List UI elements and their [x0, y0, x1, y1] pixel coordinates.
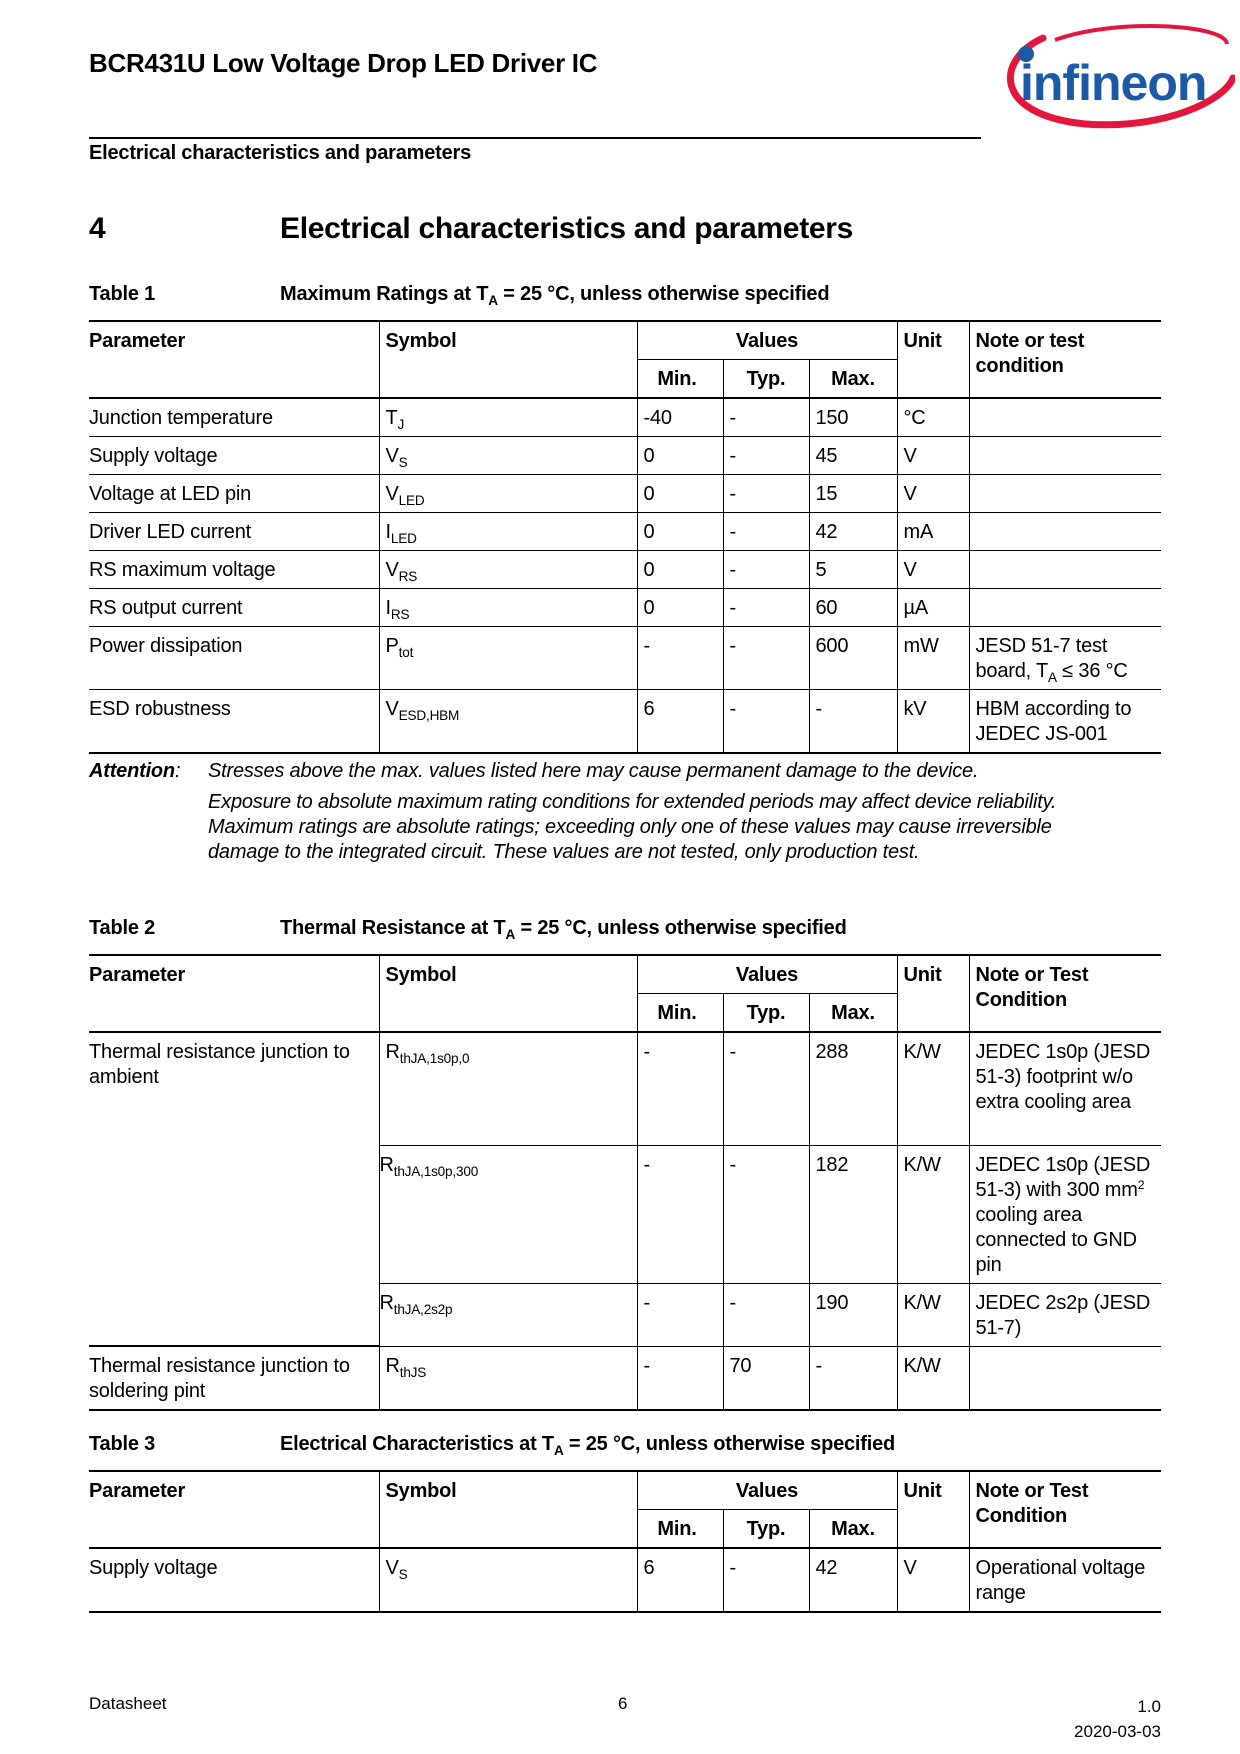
cell-min: 0 [637, 513, 723, 551]
cell-unit: mA [897, 513, 969, 551]
cell-min: 0 [637, 551, 723, 589]
attention-label: Attention: [89, 760, 181, 782]
cell-parameter: Thermal resistance junction to soldering pint [89, 1346, 379, 1410]
col-parameter: Parameter [89, 955, 379, 1032]
cell-symbol: $R_{thJA,1s0p,0}$ [379, 1032, 637, 1145]
col-max: Max. [809, 994, 897, 1033]
infineon-logo-icon [995, 20, 1235, 130]
footer-doc-type: Datasheet [89, 1694, 167, 1713]
cell-unit: V [897, 551, 969, 589]
attention-line: Maximum ratings are absolute ratings; exceeding only one of these values may cause irreversible [208, 816, 1052, 838]
cell-note [969, 437, 1161, 475]
cell-min: 0 [637, 475, 723, 513]
attention-line: Stresses above the max. values listed here may cause permanent damage to the device. [208, 760, 979, 782]
cell-min: 0 [637, 437, 723, 475]
cell-typ: - [723, 690, 809, 754]
cell-note: JESD 51-7 test board, $T_A \le 36$ °C [969, 627, 1161, 690]
cell-symbol: $V_S$ [379, 437, 637, 475]
cell-min: - [637, 1283, 723, 1346]
footer-page-number: 6 [618, 1694, 628, 1713]
cell-note: HBM according to JEDEC JS-001 [969, 690, 1161, 754]
cell-typ: - [723, 589, 809, 627]
col-unit: Unit [897, 321, 969, 398]
cell-typ: - [723, 1145, 809, 1283]
infineon-logo [995, 20, 1235, 130]
footer-version: 1.0 [1137, 1697, 1161, 1716]
table-row [89, 513, 1161, 551]
cell-unit: K/W [897, 1283, 969, 1346]
cell-note [969, 551, 1161, 589]
cell-note [969, 1346, 1161, 1410]
cell-min: - [637, 1032, 723, 1145]
col-note: Note or test condition [969, 321, 1161, 398]
cell-note [969, 398, 1161, 437]
cell-symbol: $R_{thJA,2s2p}$ [379, 1283, 637, 1346]
cell-unit: V [897, 1548, 969, 1612]
cell-typ: - [723, 437, 809, 475]
col-typ: Typ. [723, 360, 809, 399]
cell-unit: °C [897, 398, 969, 437]
cell-max: 45 [809, 437, 897, 475]
cell-min: 6 [637, 1548, 723, 1612]
col-symbol: Symbol [379, 955, 637, 1032]
cell-symbol: $V_{ESD,HBM}$ [379, 690, 637, 754]
section-number: 4 [89, 212, 106, 245]
cell-note [969, 475, 1161, 513]
cell-symbol: $R_{thJA,1s0p,300}$ [379, 1145, 637, 1283]
col-typ: Typ. [723, 994, 809, 1033]
col-symbol: Symbol [379, 1471, 637, 1548]
cell-note: JEDEC 1s0p (JESD 51-3) with 300 $mm^2$ cooling area connected to GND pin [969, 1145, 1161, 1283]
col-values: Values [637, 1471, 897, 1510]
table2-thermal-resistance [89, 954, 1161, 1411]
cell-max: 60 [809, 589, 897, 627]
cell-min: - [637, 1346, 723, 1410]
cell-min: - [637, 627, 723, 690]
table3-label: Table 3 [89, 1433, 156, 1455]
cell-unit: K/W [897, 1346, 969, 1410]
cell-typ: - [723, 398, 809, 437]
cell-parameter: RS maximum voltage [89, 551, 379, 589]
col-max: Max. [809, 360, 897, 399]
cell-symbol: $V_{LED}$ [379, 475, 637, 513]
header-rule [89, 137, 981, 139]
cell-max: 288 [809, 1032, 897, 1145]
col-min: Min. [637, 1510, 723, 1549]
col-note: Note or Test Condition [969, 955, 1161, 1032]
cell-parameter: Supply voltage [89, 437, 379, 475]
cell-unit: mW [897, 627, 969, 690]
cell-unit: V [897, 437, 969, 475]
col-parameter: Parameter [89, 1471, 379, 1548]
col-max: Max. [809, 1510, 897, 1549]
cell-max: 150 [809, 398, 897, 437]
running-head: Electrical characteristics and parameters [89, 142, 472, 164]
table1-title: Maximum Ratings at $T_A = 25$ °C, unless otherwise specified [280, 283, 830, 308]
table-row [89, 398, 1161, 437]
footer-version-date [1074, 1694, 1161, 1744]
cell-max: - [809, 1346, 897, 1410]
cell-min: -40 [637, 398, 723, 437]
col-min: Min. [637, 994, 723, 1033]
table3-title: Electrical Characteristics at $T_A = 25$ °C, unless otherwise specified [280, 1433, 896, 1458]
col-unit: Unit [897, 1471, 969, 1548]
cell-parameter: Driver LED current [89, 513, 379, 551]
cell-note: JEDEC 2s2p (JESD 51-7) [969, 1283, 1161, 1346]
attention-line: damage to the integrated circuit. These values are not tested, only production test. [208, 841, 920, 863]
col-parameter: Parameter [89, 321, 379, 398]
cell-unit: V [897, 475, 969, 513]
col-symbol: Symbol [379, 321, 637, 398]
section-title: Electrical characteristics and parameters [280, 212, 854, 245]
cell-typ: 70 [723, 1346, 809, 1410]
cell-parameter: RS output current [89, 589, 379, 627]
table1-maximum-ratings [89, 320, 1161, 754]
cell-typ: - [723, 1283, 809, 1346]
table-row [89, 551, 1161, 589]
cell-parameter: Junction temperature [89, 398, 379, 437]
cell-max: 182 [809, 1145, 897, 1283]
table-row [89, 1032, 1161, 1145]
table-row [89, 627, 1161, 690]
cell-max: - [809, 690, 897, 754]
cell-unit: K/W [897, 1145, 969, 1283]
table-row [89, 1548, 1161, 1612]
cell-note [969, 589, 1161, 627]
cell-typ: - [723, 1548, 809, 1612]
cell-min: 0 [637, 589, 723, 627]
document-title: BCR431U Low Voltage Drop LED Driver IC [89, 48, 598, 78]
cell-max: 42 [809, 1548, 897, 1612]
attention-line: Exposure to absolute maximum rating conditions for extended periods may affect device reliability. [208, 791, 1057, 813]
table1-label: Table 1 [89, 283, 156, 305]
cell-symbol: $V_{RS}$ [379, 551, 637, 589]
col-min: Min. [637, 360, 723, 399]
cell-typ: - [723, 475, 809, 513]
table2-title: Thermal Resistance at $T_A = 25$ °C, unless otherwise specified [280, 917, 847, 942]
cell-note: JEDEC 1s0p (JESD 51-3) footprint w/o extra cooling area [969, 1032, 1161, 1145]
cell-note [969, 513, 1161, 551]
table-row [89, 589, 1161, 627]
table-row [89, 690, 1161, 754]
cell-max: 42 [809, 513, 897, 551]
cell-typ: - [723, 513, 809, 551]
col-values: Values [637, 955, 897, 994]
cell-max: 600 [809, 627, 897, 690]
cell-unit: K/W [897, 1032, 969, 1145]
col-values: Values [637, 321, 897, 360]
cell-max: 15 [809, 475, 897, 513]
cell-symbol: $R_{thJS}$ [379, 1346, 637, 1410]
table-row [89, 437, 1161, 475]
cell-typ: - [723, 1032, 809, 1145]
cell-symbol: $I_{LED}$ [379, 513, 637, 551]
cell-unit: kV [897, 690, 969, 754]
cell-unit: µA [897, 589, 969, 627]
cell-typ: - [723, 551, 809, 589]
cell-parameter: Supply voltage [89, 1548, 379, 1612]
cell-symbol: $T_J$ [379, 398, 637, 437]
cell-max: 5 [809, 551, 897, 589]
cell-parameter: ESD robustness [89, 690, 379, 754]
cell-symbol: $I_{RS}$ [379, 589, 637, 627]
cell-min: - [637, 1145, 723, 1283]
col-unit: Unit [897, 955, 969, 1032]
cell-parameter: Voltage at LED pin [89, 475, 379, 513]
cell-min: 6 [637, 690, 723, 754]
footer-date: 2020-03-03 [1074, 1722, 1161, 1741]
cell-parameter: Power dissipation [89, 627, 379, 690]
cell-symbol: $P_{tot}$ [379, 627, 637, 690]
col-typ: Typ. [723, 1510, 809, 1549]
table3-electrical-characteristics [89, 1470, 1161, 1613]
svg-text:infineon: infineon [1020, 55, 1207, 111]
col-note: Note or Test Condition [969, 1471, 1161, 1548]
table-row [89, 1346, 1161, 1410]
cell-parameter: Thermal resistance junction to ambient [89, 1032, 379, 1346]
cell-max: 190 [809, 1283, 897, 1346]
cell-note: Operational voltage range [969, 1548, 1161, 1612]
cell-symbol: $V_S$ [379, 1548, 637, 1612]
table-row [89, 475, 1161, 513]
table2-label: Table 2 [89, 917, 156, 939]
cell-typ: - [723, 627, 809, 690]
